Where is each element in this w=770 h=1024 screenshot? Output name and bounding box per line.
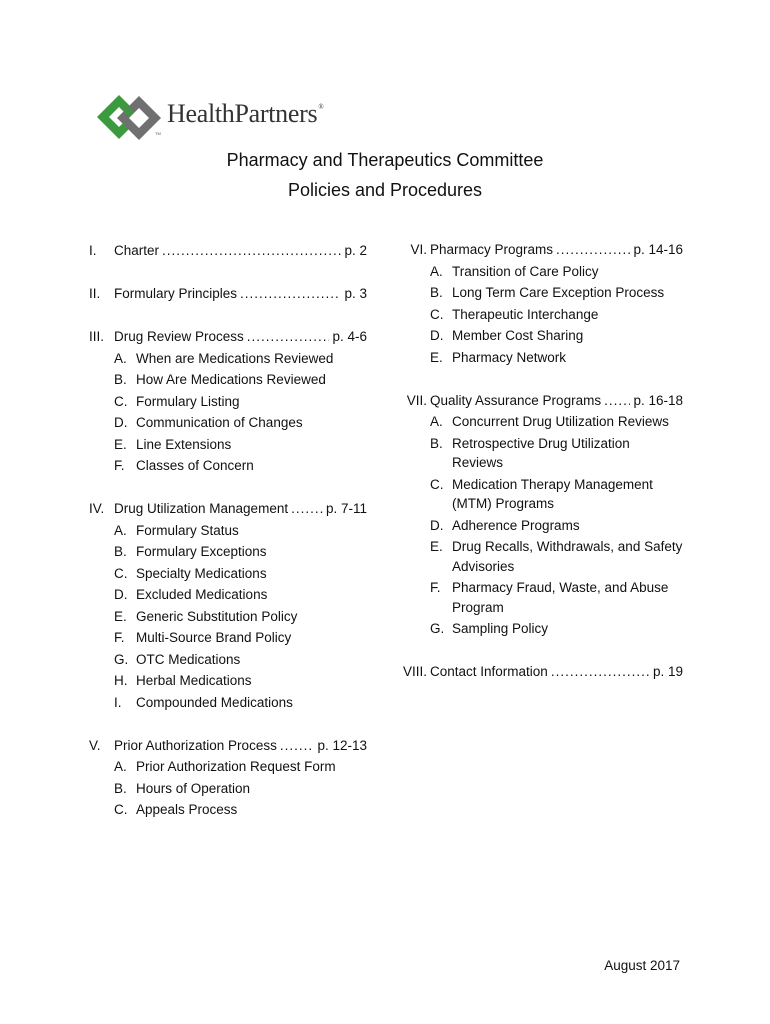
toc-section-number: V. <box>89 737 101 753</box>
toc-subitem-letter: E. <box>114 436 127 452</box>
toc-subitem-text: Sampling Policy <box>452 621 549 636</box>
toc-section[interactable] <box>89 240 367 262</box>
toc-subitem[interactable] <box>398 515 683 537</box>
toc-subitem-text: Long Term Care Exception Process <box>452 285 665 300</box>
toc-subitem-letter: E. <box>114 608 127 624</box>
section-spacer <box>89 305 367 327</box>
toc-subitem[interactable] <box>89 778 367 800</box>
toc-subitem-text: Transition of Care Policy <box>452 263 599 279</box>
toc-section[interactable] <box>89 735 367 757</box>
toc-subitem-text: Appeals Process <box>136 802 238 817</box>
toc-section-number: VIII. <box>402 664 427 679</box>
toc-subitem-letter: C. <box>114 802 128 817</box>
toc-subitem[interactable] <box>89 348 367 370</box>
toc-subitem-text: Excluded Medications <box>136 587 268 602</box>
toc-subitem-text: OTC Medications <box>136 651 241 667</box>
toc-section-page: p. 3 <box>344 286 367 301</box>
toc-subitem-letter: E. <box>430 349 443 365</box>
toc-subitem-letter: D. <box>430 517 444 533</box>
toc-section-title: Charter <box>114 243 160 258</box>
section-spacer <box>89 262 367 284</box>
toc-leader-dots <box>240 283 341 305</box>
toc-subitem-letter: B. <box>114 780 127 796</box>
toc-subitem-letter: G. <box>114 651 129 667</box>
toc-section[interactable] <box>398 661 683 683</box>
toc-section-page: p. 16-18 <box>633 392 683 408</box>
logo-wordmark: HealthPartners® <box>167 99 324 128</box>
toc-section-title: Drug Review Process <box>114 329 244 344</box>
toc-subitem-text: Multi-Source Brand Policy <box>136 630 292 645</box>
toc-subitem[interactable] <box>398 618 683 640</box>
toc-leader-dots <box>247 326 330 348</box>
healthpartners-logo <box>97 93 347 143</box>
page-title: Pharmacy and Therapeutics Committee <box>226 150 544 170</box>
toc-subitem-text: Communication of Changes <box>136 415 303 430</box>
toc-section-title: Contact Information <box>430 664 548 679</box>
toc-right-column <box>398 239 683 683</box>
toc-subitem-text: Prior Authorization Request Form <box>136 759 336 774</box>
toc-leader-dots <box>604 390 630 412</box>
toc-subitem[interactable] <box>89 756 367 778</box>
toc-subitem-letter: G. <box>430 621 445 636</box>
toc-subitem[interactable] <box>89 434 367 456</box>
toc-subitem-text: Specialty Medications <box>136 565 267 581</box>
toc-subitem[interactable] <box>398 325 683 347</box>
toc-subitem-letter: B. <box>114 372 127 387</box>
toc-subitem-letter: B. <box>430 435 443 451</box>
toc-section-page: p. 2 <box>344 243 367 258</box>
toc-subitem-letter: B. <box>430 285 443 300</box>
page-subtitle: Policies and Procedures <box>287 180 483 200</box>
toc-subitem[interactable] <box>89 541 367 563</box>
toc-subitem-letter: D. <box>430 328 444 343</box>
toc-subitem[interactable] <box>398 282 683 304</box>
toc-subitem-text: Therapeutic Interchange <box>452 306 599 322</box>
toc-subitem-text: Formulary Exceptions <box>136 544 267 559</box>
toc-subitem[interactable] <box>89 412 367 434</box>
toc-section-title: Formulary Principles <box>114 286 238 301</box>
toc-subitem[interactable] <box>89 369 367 391</box>
toc-section[interactable] <box>398 390 683 412</box>
toc-subitem-text: Member Cost Sharing <box>452 328 584 343</box>
toc-leader-dots <box>556 239 630 261</box>
toc-subitem[interactable] <box>398 433 683 474</box>
toc-subitem-letter: C. <box>430 476 444 492</box>
toc-subitem-letter: E. <box>430 539 443 554</box>
toc-subitem[interactable] <box>398 347 683 369</box>
toc-subitem-text: Formulary Listing <box>136 393 240 409</box>
toc-subitem-text: Hours of Operation <box>136 780 251 796</box>
toc-subitem-letter: D. <box>114 587 128 602</box>
toc-subitem[interactable] <box>398 474 683 515</box>
toc-subitem[interactable] <box>89 670 367 692</box>
toc-subitem-text: Adherence Programs <box>452 517 580 533</box>
toc-subitem-text: How Are Medications Reviewed <box>136 372 326 387</box>
toc-subitem-letter: C. <box>430 306 444 322</box>
toc-subitem-text: Herbal Medications <box>136 673 252 688</box>
toc-section-title: Drug Utilization Management <box>114 501 289 516</box>
toc-subitem-text: Classes of Concern <box>136 458 254 473</box>
toc-subitem-letter: F. <box>430 580 441 595</box>
toc-subitem-letter: A. <box>114 522 127 538</box>
toc-section-page: p. 14-16 <box>633 242 683 257</box>
toc-section-number: II. <box>89 286 101 301</box>
toc-subitem-letter: F. <box>114 458 125 473</box>
toc-section-number: VII. <box>406 392 427 408</box>
toc-subitem[interactable] <box>89 692 367 714</box>
toc-subitem[interactable] <box>398 261 683 283</box>
toc-subitem[interactable] <box>89 799 367 821</box>
toc-subitem[interactable] <box>89 563 367 585</box>
toc-subitem-letter: A. <box>430 414 443 429</box>
toc-subitem-text: When are Medications Reviewed <box>136 350 334 366</box>
toc-subitem-text: Compounded Medications <box>136 694 293 710</box>
toc-leader-dots <box>280 735 315 757</box>
section-spacer <box>89 713 367 735</box>
toc-section-number: III. <box>89 329 105 344</box>
toc-section-number: IV. <box>89 501 105 516</box>
toc-subitem[interactable] <box>398 411 683 433</box>
toc-subitem-letter: A. <box>114 759 127 774</box>
toc-subitem-letter: I. <box>114 694 122 710</box>
document-date: August 2017 <box>604 958 680 973</box>
toc-subitem-letter: A. <box>430 263 443 279</box>
section-spacer <box>89 477 367 499</box>
toc-section[interactable] <box>89 498 367 520</box>
section-spacer <box>398 368 683 390</box>
toc-section-title: Pharmacy Programs <box>430 242 554 257</box>
toc-section-title: Prior Authorization Process <box>114 737 277 753</box>
trademark-mark: TM <box>155 131 161 136</box>
toc-section-page: p. 12-13 <box>317 737 367 753</box>
toc-subitem-letter: A. <box>114 350 127 366</box>
toc-section-page: p. 7-11 <box>325 501 367 516</box>
toc-section-page: p. 4-6 <box>332 329 367 344</box>
toc-leader-dots <box>162 240 341 262</box>
toc-left-column <box>89 240 367 821</box>
toc-leader-dots <box>551 661 650 683</box>
toc-subitem-letter: C. <box>114 565 128 581</box>
section-spacer <box>398 640 683 662</box>
toc-subitem[interactable] <box>398 304 683 326</box>
toc-subitem-letter: C. <box>114 393 128 409</box>
toc-subitem-letter: D. <box>114 415 128 430</box>
toc-subitem-text: Medication Therapy Management (MTM) Programs <box>452 476 653 511</box>
toc-subitem-text: Concurrent Drug Utilization Reviews <box>452 414 669 429</box>
toc-subitem[interactable] <box>89 520 367 542</box>
toc-section[interactable] <box>398 239 683 261</box>
toc-section-title: Quality Assurance Programs <box>430 392 602 408</box>
toc-subitem-text: Pharmacy Network <box>452 349 567 365</box>
toc-subitem[interactable] <box>89 455 367 477</box>
toc-subitem[interactable] <box>89 649 367 671</box>
toc-leader-dots <box>291 498 323 520</box>
toc-section[interactable] <box>89 283 367 305</box>
toc-section-number: VI. <box>410 242 427 257</box>
toc-subitem-text: Line Extensions <box>136 436 232 452</box>
toc-subitem-letter: B. <box>114 544 127 559</box>
toc-subitem[interactable] <box>398 577 683 618</box>
toc-subitem-letter: H. <box>114 673 128 688</box>
toc-section[interactable] <box>89 326 367 348</box>
toc-subitem[interactable] <box>89 627 367 649</box>
toc-section-number: I. <box>89 243 97 258</box>
toc-subitem-text: Pharmacy Fraud, Waste, and Abuse Program <box>452 580 669 615</box>
toc-subitem[interactable] <box>89 584 367 606</box>
toc-subitem-text: Formulary Status <box>136 522 239 538</box>
toc-subitem-letter: F. <box>114 630 125 645</box>
toc-subitem[interactable] <box>398 536 683 577</box>
toc-subitem[interactable] <box>89 391 367 413</box>
toc-subitem[interactable] <box>89 606 367 628</box>
toc-subitem-text: Retrospective Drug Utilization Reviews <box>452 435 630 470</box>
toc-section-page: p. 19 <box>652 664 683 679</box>
toc-subitem-text: Drug Recalls, Withdrawals, and Safety Advisories <box>452 539 683 574</box>
toc-subitem-text: Generic Substitution Policy <box>136 608 298 624</box>
